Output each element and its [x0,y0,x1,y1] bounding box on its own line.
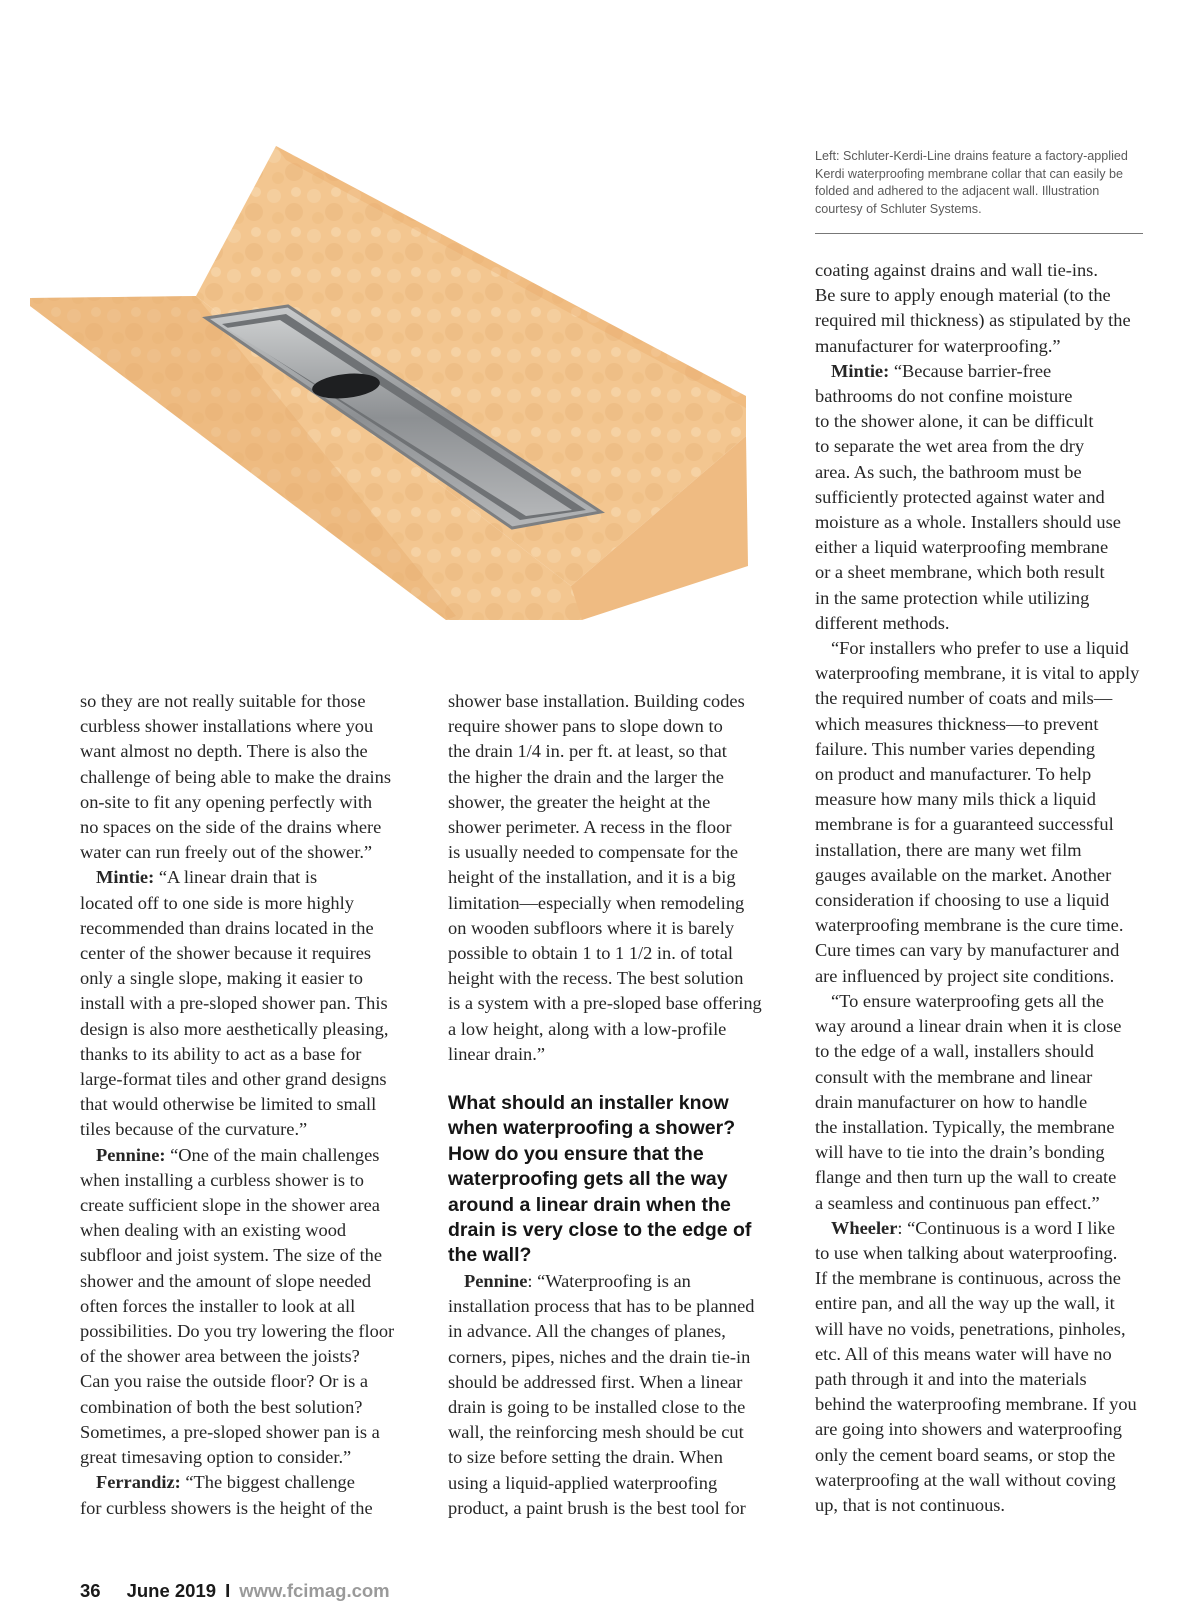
question-heading [448,1091,788,1269]
article-line [80,1269,420,1294]
article-line [815,1014,1145,1039]
line-text: create sufficient slope in the shower area [80,1195,380,1216]
article-line [448,1269,788,1294]
article-line [815,1191,1145,1216]
article-line [448,916,788,941]
article-line [815,359,1145,384]
line-text: of the shower area between the joists? [80,1346,360,1367]
line-text: or a sheet membrane, which both result [815,562,1105,583]
line-text: center of the shower because it requires [80,943,372,964]
question-line: waterproofing gets all the way [448,1168,728,1191]
line-text: Be sure to apply enough material (to the [815,285,1111,306]
line-text: path through it and into the materials [815,1368,1087,1389]
article-line [80,1445,420,1470]
article-line [448,1042,788,1067]
line-text: manufacturer for waterproofing.” [815,335,1061,356]
line-text: that would otherwise be limited to small [80,1094,377,1115]
line-text: install with a pre-sloped shower pan. This [80,993,388,1014]
line-text: Can you raise the outside floor? Or is a [80,1371,369,1392]
line-text: linear drain.” [448,1043,546,1064]
line-text: is a system with a pre-sloped base offering [448,993,762,1014]
line-text: area. As such, the bathroom must be [815,461,1082,482]
article-line [448,765,788,790]
question-line: when waterproofing a shower? [448,1117,736,1140]
article-line [448,1471,788,1496]
line-text: require shower pans to slope down to [448,716,723,737]
question-line: around a linear drain when the [448,1193,731,1216]
speaker-name: Mintie: [96,867,155,888]
line-text: moisture as a whole. Installers should use [815,512,1121,533]
article-line [815,1065,1145,1090]
line-text: Cure times can vary by manufacturer and [815,940,1120,961]
line-text: different methods. [815,612,950,633]
article-line [80,1092,420,1117]
speaker-name: Ferrandiz: [96,1472,181,1493]
article-line [815,989,1145,1014]
line-text: limitation—especially when remodeling [448,892,745,913]
article-line [448,689,788,714]
article-line [80,1143,420,1168]
line-text: possibilities. Do you try lowering the floor [80,1321,395,1342]
line-text: waterproofing at the wall without coving [815,1469,1116,1490]
article-line [80,739,420,764]
article-line [448,1294,788,1319]
line-text: Sometimes, a pre-sloped shower pan is a [80,1421,380,1442]
article-line [815,1216,1145,1241]
speaker-name: Pennine: [96,1144,166,1165]
article-line [80,1243,420,1268]
line-text: wall, the reinforcing mesh should be cut [448,1422,744,1443]
line-text: combination of both the best solution? [80,1396,363,1417]
article-line [80,1496,420,1521]
article-line [80,966,420,991]
line-text: the installation. Typically, the membrane [815,1116,1115,1137]
article-line [80,1420,420,1445]
article-line [815,1317,1145,1342]
article-line [815,611,1145,636]
article-line [80,765,420,790]
article-line [448,1496,788,1521]
line-text: a seamless and continuous pan effect.” [815,1192,1100,1213]
linear-drain-illustration [26,146,782,646]
article-line [448,941,788,966]
article-line [80,1117,420,1142]
question-line: How do you ensure that the [448,1142,704,1165]
article-line [80,916,420,941]
caption-divider [815,233,1143,234]
line-text: water can run freely out of the shower.” [80,842,373,863]
article-line [815,1468,1145,1493]
page-footer [80,1580,390,1602]
line-text: want almost no depth. There is also the [80,741,368,762]
line-text: challenge of being able to make the drains [80,766,391,787]
line-text: curbless shower installations where you [80,716,374,737]
line-text: consideration if choosing to use a liquid [815,890,1110,911]
footer-separator: I [225,1580,231,1601]
article-line [80,865,420,890]
line-text: measure how many mils thick a liquid [815,789,1096,810]
line-text: is usually needed to compensate for the [448,842,739,863]
line-text: will have no voids, penetrations, pinholes, [815,1318,1126,1339]
article-line [448,991,788,1016]
line-text: up, that is not continuous. [815,1494,1006,1515]
article-line [815,308,1145,333]
article-line [815,1039,1145,1064]
article-line [815,535,1145,560]
line-text: only the cement board seams, or stop the [815,1444,1116,1465]
line-text: in advance. All the changes of planes, [448,1321,726,1342]
article-line [815,1140,1145,1165]
article-line [815,812,1145,837]
article-line [815,1392,1145,1417]
article-line [80,815,420,840]
article-line [815,1090,1145,1115]
article-line [80,1193,420,1218]
line-text: product, a paint brush is the best tool for [448,1497,746,1518]
line-text: waterproofing membrane, it is vital to apply [815,663,1140,684]
line-text: shower base installation. Building codes [448,691,745,711]
article-line [80,1017,420,1042]
line-text: drain is going to be installed close to the [448,1396,746,1417]
line-text: to use when talking about waterproofing. [815,1242,1118,1263]
article-line [815,1266,1145,1291]
article-line [815,283,1145,308]
article-line [815,863,1145,888]
line-text: corners, pipes, niches and the drain tie-in [448,1346,751,1367]
article-line [80,1218,420,1243]
line-text: shower and the amount of slope needed [80,1270,372,1291]
line-text: : “Waterproofing is an [527,1270,691,1291]
article-line [815,888,1145,913]
line-text: often forces the installer to look at all [80,1295,356,1316]
line-text: to separate the wet area from the dry [815,436,1085,457]
article-line [815,384,1145,409]
line-text: should be addressed first. When a linear [448,1371,743,1392]
article-line [815,636,1145,661]
article-line [815,586,1145,611]
article-line [815,787,1145,812]
line-text: which measures thickness—to prevent [815,713,1099,734]
article-line [815,510,1145,535]
article-line [815,485,1145,510]
article-column-left [80,689,420,1521]
article-line [80,891,420,916]
article-line [448,966,788,991]
line-text: “One of the main challenges [165,1144,380,1165]
article-line [448,1319,788,1344]
article-column-middle [448,689,788,1521]
line-text: possible to obtain 1 to 1 1/2 in. of total [448,943,734,964]
line-text: entire pan, and all the way up the wall, it [815,1293,1115,1314]
article-line [815,1367,1145,1392]
line-text: “Because barrier-free [889,360,1052,381]
article-line [80,1369,420,1394]
article-line [448,714,788,739]
article-line [80,1042,420,1067]
figure-caption: Left: Schluter-Kerdi-Line drains feature a factory-applied Kerdi waterproofing membrane collar that can easily be folded and adhered to the adjacent wall. Illustration courtesy of Schluter Systems. [815,149,1128,216]
line-text: If the membrane is continuous, across the [815,1268,1121,1289]
article-line [815,686,1145,711]
line-text: coating against drains and wall tie-ins. [815,260,1098,280]
article-line [448,1017,788,1042]
line-text: on product and manufacturer. To help [815,764,1092,785]
speaker-name: Wheeler [831,1217,898,1238]
article-line [815,560,1145,585]
article-line [448,1420,788,1445]
line-text: will have to tie into the drain’s bonding [815,1142,1105,1163]
line-text: consult with the membrane and linear [815,1066,1093,1087]
line-text: the higher the drain and the larger the [448,766,724,787]
line-text: on-site to fit any opening perfectly with [80,791,373,812]
article-line [815,913,1145,938]
question-line: the wall? [448,1244,532,1267]
article-line [80,714,420,739]
line-text: gauges available on the market. Another [815,864,1112,885]
article-line [448,865,788,890]
article-line [80,1319,420,1344]
article-line [80,1168,420,1193]
article-line [815,434,1145,459]
article-line [448,840,788,865]
article-line [448,815,788,840]
article-line [448,739,788,764]
line-text: recommended than drains located in the [80,917,374,938]
line-text: waterproofing membrane is the cure time. [815,915,1124,936]
line-text: shower, the greater the height at the [448,791,711,812]
line-text: height of the installation, and it is a big [448,867,736,888]
article-line [815,661,1145,686]
line-text: design is also more aesthetically pleasing, [80,1018,389,1039]
article-line [815,1115,1145,1140]
line-text: when dealing with an existing wood [80,1220,347,1241]
line-text: only a single slope, making it easier to [80,968,363,989]
article-line [815,1417,1145,1442]
line-text: are influenced by project site conditions. [815,965,1115,986]
article-line [448,1445,788,1470]
line-text: : “Continuous is a word I like [897,1217,1115,1238]
article-line [80,790,420,815]
article-line [80,1294,420,1319]
line-text: the drain 1/4 in. per ft. at least, so that [448,741,727,762]
article-line [80,991,420,1016]
line-text: height with the recess. The best solution [448,968,744,989]
line-text: for curbless showers is the height of the [80,1497,373,1518]
line-text: so they are not really suitable for those [80,691,366,711]
line-text: required mil thickness) as stipulated by the [815,310,1131,331]
line-text: in the same protection while utilizing [815,587,1090,608]
line-text: to the edge of a wall, installers should [815,1041,1094,1062]
article-line [448,1395,788,1420]
article-line [80,1067,420,1092]
line-text: bathrooms do not confine moisture [815,386,1073,407]
article-line [815,1241,1145,1266]
article-line [448,790,788,815]
line-text: great timesaving option to consider.” [80,1447,352,1468]
question-line: drain is very close to the edge of [448,1219,752,1242]
article-line [815,409,1145,434]
line-text: etc. All of this means water will have no [815,1343,1112,1364]
article-line [80,840,420,865]
article-line [815,938,1145,963]
line-text: thanks to its ability to act as a base for [80,1043,362,1064]
article-line [815,1493,1145,1518]
line-text: way around a linear drain when it is close [815,1016,1122,1037]
article-line [815,1342,1145,1367]
page-number: 36 [80,1580,101,1601]
line-text: “For installers who prefer to use a liquid [831,638,1129,659]
line-text: “To ensure waterproofing gets all the [831,990,1104,1011]
line-text: on wooden subfloors where it is barely [448,917,735,938]
issue-date: June 2019 [126,1580,217,1601]
line-text: a low height, along with a low-profile [448,1018,727,1039]
line-text: using a liquid-applied waterproofing [448,1472,718,1493]
article-line [815,964,1145,989]
line-text: subfloor and joist system. The size of the [80,1245,383,1266]
article-line [80,1344,420,1369]
line-text: sufficiently protected against water and [815,486,1105,507]
article-line [815,258,1145,283]
article-line [815,460,1145,485]
article-line [815,334,1145,359]
line-text: either a liquid waterproofing membrane [815,537,1109,558]
article-line [448,1370,788,1395]
article-column-right [815,258,1145,1518]
line-text: installation process that has to be planned [448,1296,755,1317]
article-line [448,1345,788,1370]
article-line [815,1443,1145,1468]
line-text: membrane is for a guaranteed successful [815,814,1114,835]
line-text: large-format tiles and other grand designs [80,1069,387,1090]
article-line [815,1291,1145,1316]
line-text: located off to one side is more highly [80,892,354,913]
line-text: installation, there are many wet film [815,839,1082,860]
line-text: no spaces on the side of the drains where [80,817,382,838]
line-text: flange and then turn up the wall to create [815,1167,1117,1188]
line-text: drain manufacturer on how to handle [815,1091,1088,1112]
line-text: the required number of coats and mils— [815,688,1113,709]
line-text: “A linear drain that is [154,867,318,888]
line-text: to size before setting the drain. When [448,1447,723,1468]
article-line [80,1470,420,1495]
article-line [448,891,788,916]
article-line [815,712,1145,737]
line-text: are going into showers and waterproofing [815,1419,1122,1440]
article-line [80,941,420,966]
line-text: behind the waterproofing membrane. If you [815,1394,1137,1415]
line-text: failure. This number varies depending [815,738,1096,759]
line-text: “The biggest challenge [180,1472,355,1493]
line-text: shower perimeter. A recess in the floor [448,817,732,838]
article-line [815,838,1145,863]
line-text: when installing a curbless shower is to [80,1169,364,1190]
website-link[interactable]: www.fcimag.com [239,1580,390,1601]
question-line: What should an installer know [448,1092,729,1115]
article-line [815,762,1145,787]
line-text: tiles because of the curvature.” [80,1119,308,1140]
article-line [80,1395,420,1420]
article-line [815,737,1145,762]
speaker-name: Mintie: [831,360,890,381]
speaker-name: Pennine [464,1270,528,1291]
article-line [815,1165,1145,1190]
article-line [80,689,420,714]
line-text: to the shower alone, it can be difficult [815,411,1094,432]
